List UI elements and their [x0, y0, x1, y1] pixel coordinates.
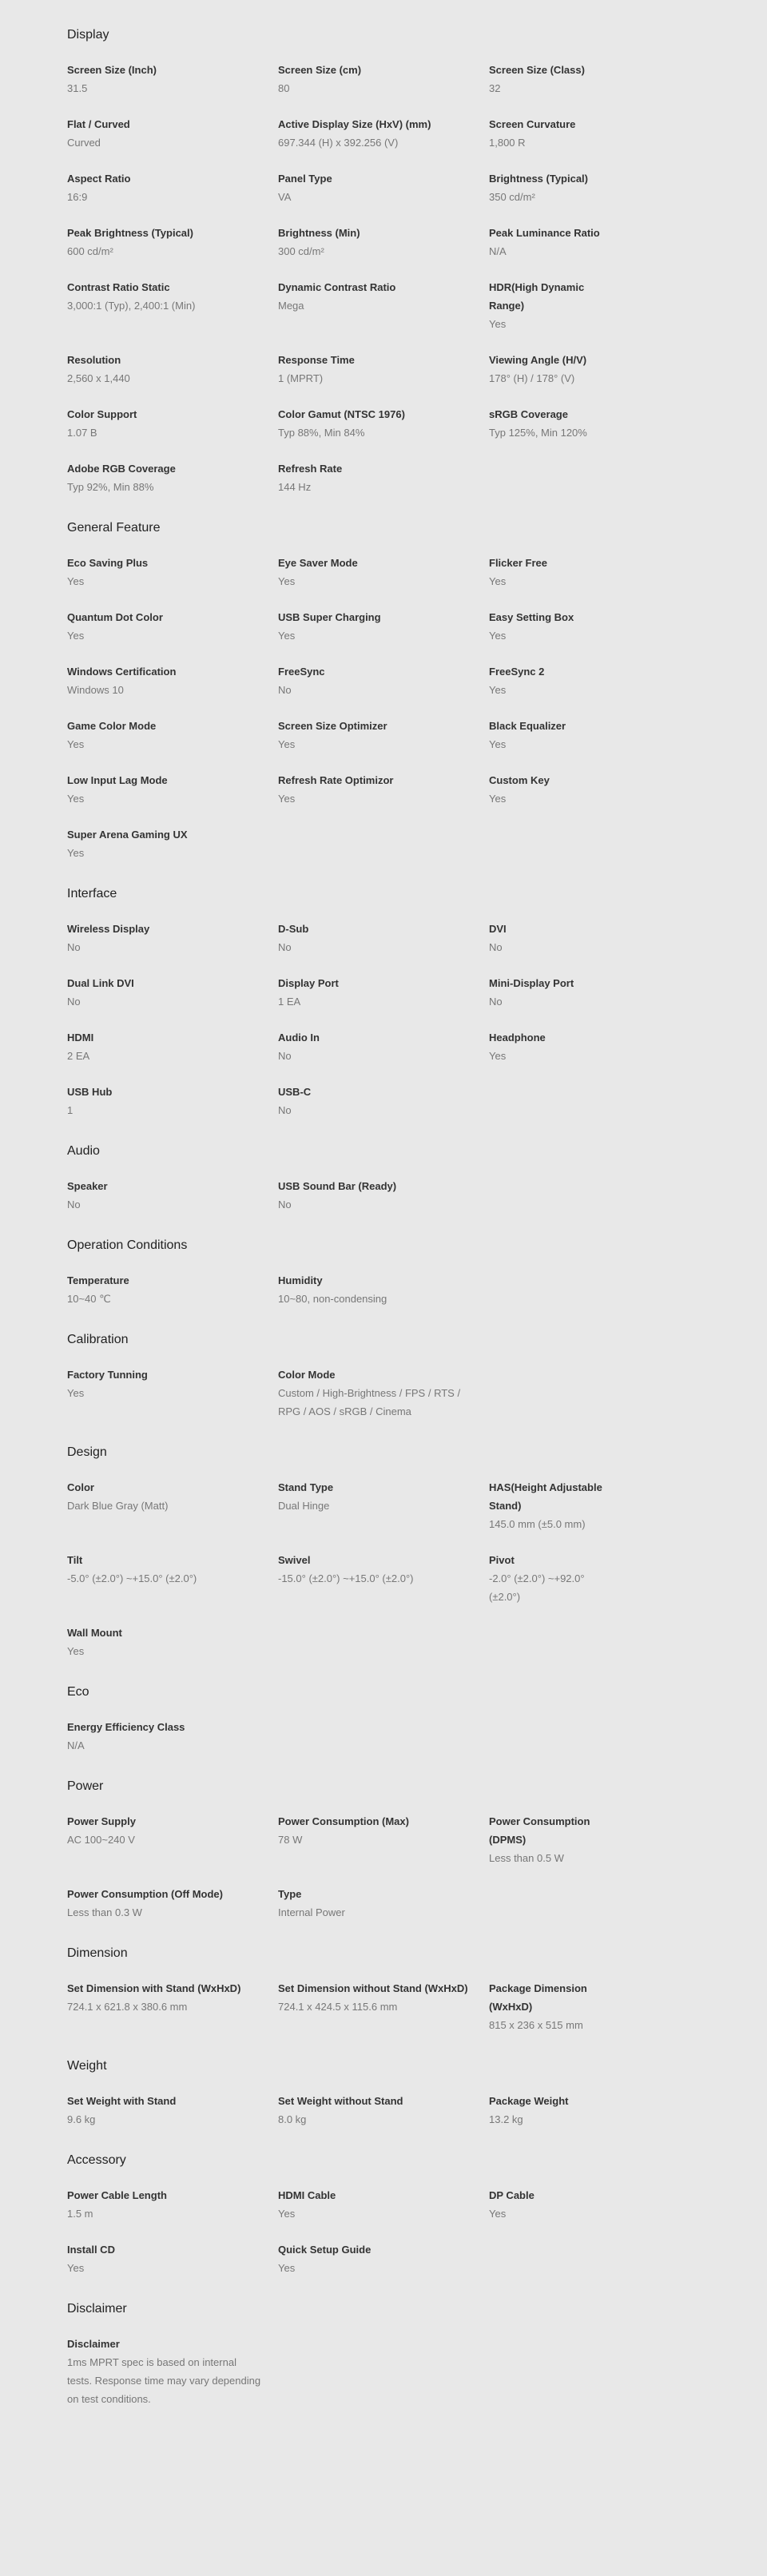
spec-value: 8.0 kg — [278, 2113, 307, 2125]
spec-label: Viewing Angle (H/V) — [489, 354, 587, 366]
spec-value: 1ms MPRT spec is based on internal tests. Response time may vary depending on test conditions. — [67, 2356, 261, 2405]
spec-label: USB Sound Bar (Ready) — [278, 1180, 397, 1192]
spec-item — [489, 278, 633, 333]
spec-item — [278, 1885, 489, 1922]
spec-item — [278, 351, 489, 388]
spec-value: Dark Blue Gray (Matt) — [67, 1500, 169, 1512]
spec-value: Yes — [278, 2208, 296, 2220]
spec-label: Speaker — [67, 1180, 108, 1192]
spec-label: Install CD — [67, 2244, 115, 2256]
spec-value: 10~80, non-condensing — [278, 1293, 387, 1305]
spec-value: -5.0° (±2.0°) ~+15.0° (±2.0°) — [67, 1572, 197, 1584]
spec-label: Screen Curvature — [489, 118, 576, 130]
spec-label: Power Supply — [67, 1815, 136, 1827]
spec-value: Internal Power — [278, 1906, 345, 1918]
spec-value: 724.1 x 424.5 x 115.6 mm — [278, 2001, 398, 2013]
spec-item — [278, 771, 489, 808]
spec-value: Yes — [489, 793, 507, 805]
spec-label: Eye Saver Mode — [278, 557, 358, 569]
spec-item — [278, 974, 489, 1011]
spec-section-disclaimer — [67, 2301, 767, 2408]
spec-label: Eco Saving Plus — [67, 557, 149, 569]
spec-label: Quantum Dot Color — [67, 611, 163, 623]
spec-item — [278, 1366, 489, 1421]
spec-item — [278, 2240, 489, 2277]
spec-value: Yes — [67, 847, 85, 859]
spec-label: Mini-Display Port — [489, 977, 574, 989]
spec-item — [67, 717, 278, 753]
spec-item — [278, 1478, 489, 1533]
spec-value: Yes — [489, 630, 507, 642]
spec-label: HAS(Height Adjustable Stand) — [489, 1481, 602, 1512]
spec-item — [67, 224, 278, 260]
spec-value: No — [67, 941, 81, 953]
spec-grid — [67, 920, 767, 1119]
spec-item — [67, 2335, 278, 2408]
spec-label: Power Consumption (DPMS) — [489, 1815, 590, 1846]
spec-label: Response Time — [278, 354, 355, 366]
section-title: Weight — [67, 2059, 107, 2073]
spec-item — [489, 920, 633, 956]
spec-item — [278, 2092, 489, 2129]
spec-label: Adobe RGB Coverage — [67, 463, 176, 475]
spec-grid — [67, 2335, 767, 2408]
spec-label: Swivel — [278, 1554, 311, 1566]
spec-label: DVI — [489, 923, 507, 935]
spec-label: Resolution — [67, 354, 121, 366]
spec-value: 600 cd/m² — [67, 245, 113, 257]
spec-value: Yes — [489, 1050, 507, 1062]
spec-label: Headphone — [489, 1032, 546, 1044]
section-title: Display — [67, 28, 109, 42]
spec-value: 1,800 R — [489, 137, 526, 149]
spec-item — [67, 2240, 278, 2277]
spec-label: Package Weight — [489, 2095, 569, 2107]
spec-value: Less than 0.3 W — [67, 1906, 142, 1918]
spec-item — [489, 608, 633, 645]
spec-label: Type — [278, 1888, 302, 1900]
spec-item — [278, 608, 489, 645]
spec-item — [67, 61, 278, 97]
spec-item — [67, 1812, 278, 1867]
spec-value: Yes — [278, 575, 296, 587]
spec-item — [67, 1885, 278, 1922]
spec-label: D-Sub — [278, 923, 309, 935]
spec-label: Stand Type — [278, 1481, 334, 1493]
spec-value: Yes — [489, 738, 507, 750]
spec-item — [278, 717, 489, 753]
spec-value: No — [67, 996, 81, 1008]
spec-section-dimension — [67, 1946, 767, 2034]
section-title: Audio — [67, 1144, 100, 1158]
spec-value: Dual Hinge — [278, 1500, 330, 1512]
spec-item — [67, 554, 278, 590]
spec-item — [278, 459, 489, 496]
spec-label: Flicker Free — [489, 557, 547, 569]
section-title: General Feature — [67, 521, 161, 535]
spec-item — [278, 920, 489, 956]
spec-value: Yes — [67, 630, 85, 642]
spec-item — [67, 351, 278, 388]
spec-value: Yes — [67, 793, 85, 805]
spec-value: Typ 92%, Min 88% — [67, 481, 154, 493]
spec-section-display — [67, 27, 767, 496]
spec-value: No — [489, 941, 503, 953]
spec-item — [489, 224, 633, 260]
section-title: Dimension — [67, 1946, 128, 1960]
spec-item — [67, 1979, 278, 2034]
section-title: Eco — [67, 1685, 89, 1699]
spec-label: Custom Key — [489, 774, 550, 786]
spec-item — [278, 278, 489, 333]
spec-label: Set Weight with Stand — [67, 2095, 177, 2107]
spec-section-eco — [67, 1684, 767, 1755]
spec-grid — [67, 61, 767, 496]
spec-value: Yes — [278, 738, 296, 750]
spec-value: 16:9 — [67, 191, 88, 203]
spec-item — [489, 771, 633, 808]
spec-item — [67, 1551, 278, 1606]
spec-value: 144 Hz — [278, 481, 312, 493]
spec-value: 32 — [489, 82, 501, 94]
spec-value: Less than 0.5 W — [489, 1852, 564, 1864]
spec-item — [489, 974, 633, 1011]
spec-label: USB-C — [278, 1086, 312, 1098]
spec-value: 815 x 236 x 515 mm — [489, 2019, 583, 2031]
spec-label: Easy Setting Box — [489, 611, 574, 623]
spec-label: sRGB Coverage — [489, 408, 568, 420]
spec-label: DP Cable — [489, 2189, 535, 2201]
spec-item — [67, 2092, 278, 2129]
spec-label: Flat / Curved — [67, 118, 130, 130]
spec-item — [67, 920, 278, 956]
spec-item — [489, 1028, 633, 1065]
spec-value: Yes — [489, 575, 507, 587]
spec-label: Panel Type — [278, 173, 332, 185]
spec-value: 13.2 kg — [489, 2113, 523, 2125]
spec-value: No — [278, 1050, 292, 1062]
spec-label: Set Dimension without Stand (WxHxD) — [278, 1982, 468, 1994]
spec-value: Yes — [278, 630, 296, 642]
spec-label: Black Equalizer — [489, 720, 566, 732]
spec-value: Yes — [489, 318, 507, 330]
spec-value: N/A — [489, 245, 507, 257]
spec-label: Factory Tunning — [67, 1369, 148, 1381]
spec-item — [489, 1478, 633, 1533]
spec-value: 145.0 mm (±5.0 mm) — [489, 1518, 586, 1530]
spec-label: Energy Efficiency Class — [67, 1721, 185, 1733]
spec-label: Audio In — [278, 1032, 320, 1044]
spec-label: Wireless Display — [67, 923, 150, 935]
spec-item — [278, 61, 489, 97]
spec-label: Low Input Lag Mode — [67, 774, 168, 786]
spec-label: Humidity — [278, 1274, 323, 1286]
spec-item — [67, 771, 278, 808]
spec-label: Display Port — [278, 977, 339, 989]
spec-value: -15.0° (±2.0°) ~+15.0° (±2.0°) — [278, 1572, 414, 1584]
spec-grid — [67, 1271, 767, 1308]
spec-label: Screen Size Optimizer — [278, 720, 387, 732]
spec-section-weight — [67, 2058, 767, 2129]
spec-item — [489, 115, 633, 152]
spec-section-design — [67, 1445, 767, 1660]
section-title: Accessory — [67, 2153, 126, 2167]
spec-label: Super Arena Gaming UX — [67, 829, 188, 841]
spec-item — [489, 662, 633, 699]
spec-section-general-feature — [67, 520, 767, 862]
spec-item — [67, 825, 278, 862]
spec-item — [67, 405, 278, 442]
spec-label: Color Mode — [278, 1369, 336, 1381]
spec-item — [278, 1028, 489, 1065]
spec-label: Peak Brightness (Typical) — [67, 227, 193, 239]
spec-label: Wall Mount — [67, 1627, 122, 1639]
spec-item — [489, 1551, 633, 1606]
spec-label: Peak Luminance Ratio — [489, 227, 600, 239]
spec-grid — [67, 1177, 767, 1214]
spec-item — [67, 1028, 278, 1065]
section-title: Design — [67, 1445, 107, 1459]
spec-value: Yes — [489, 684, 507, 696]
spec-label: Dual Link DVI — [67, 977, 134, 989]
spec-value: 697.344 (H) x 392.256 (V) — [278, 137, 399, 149]
spec-grid — [67, 1718, 767, 1755]
spec-value: Windows 10 — [67, 684, 124, 696]
spec-value: 31.5 — [67, 82, 88, 94]
spec-label: Screen Size (Class) — [489, 64, 585, 76]
spec-value: N/A — [67, 1739, 85, 1751]
spec-label: Color Support — [67, 408, 137, 420]
spec-value: AC 100~240 V — [67, 1834, 135, 1846]
spec-label: HDMI — [67, 1032, 94, 1044]
spec-label: Set Dimension with Stand (WxHxD) — [67, 1982, 241, 1994]
spec-value: No — [278, 1199, 292, 1210]
spec-item — [67, 1478, 278, 1533]
spec-label: Temperature — [67, 1274, 129, 1286]
spec-value: 3,000:1 (Typ), 2,400:1 (Min) — [67, 300, 196, 312]
spec-label: Screen Size (cm) — [278, 64, 362, 76]
spec-label: Contrast Ratio Static — [67, 281, 170, 293]
spec-section-audio — [67, 1143, 767, 1214]
spec-grid — [67, 1478, 767, 1660]
spec-value: Yes — [489, 2208, 507, 2220]
spec-value: 1 (MPRT) — [278, 372, 324, 384]
spec-label: Brightness (Min) — [278, 227, 360, 239]
spec-value: No — [278, 1104, 292, 1116]
spec-item — [489, 2186, 633, 2223]
spec-label: Pivot — [489, 1554, 515, 1566]
spec-item — [278, 1812, 489, 1867]
spec-label: Aspect Ratio — [67, 173, 131, 185]
spec-item — [278, 1083, 489, 1119]
spec-item — [67, 662, 278, 699]
spec-item — [489, 2092, 633, 2129]
spec-value: 1.07 B — [67, 427, 97, 439]
spec-item — [278, 1979, 489, 2034]
spec-item — [67, 1624, 278, 1660]
spec-value: Typ 125%, Min 120% — [489, 427, 587, 439]
section-title: Operation Conditions — [67, 1238, 188, 1252]
spec-value: 300 cd/m² — [278, 245, 324, 257]
spec-label: Dynamic Contrast Ratio — [278, 281, 396, 293]
spec-item — [278, 115, 489, 152]
spec-label: Brightness (Typical) — [489, 173, 589, 185]
spec-item — [489, 169, 633, 206]
spec-item — [278, 662, 489, 699]
spec-value: Yes — [67, 575, 85, 587]
spec-item — [489, 405, 633, 442]
spec-label: HDMI Cable — [278, 2189, 336, 2201]
spec-value: 1 EA — [278, 996, 301, 1008]
spec-value: -2.0° (±2.0°) ~+92.0° (±2.0°) — [489, 1572, 585, 1603]
spec-item — [278, 169, 489, 206]
spec-label: Package Dimension (WxHxD) — [489, 1982, 587, 2013]
spec-value: 10~40 ℃ — [67, 1293, 111, 1305]
spec-item — [278, 2186, 489, 2223]
spec-item — [67, 115, 278, 152]
spec-value: Typ 88%, Min 84% — [278, 427, 365, 439]
spec-value: Yes — [67, 2262, 85, 2274]
spec-item — [278, 1271, 489, 1308]
spec-item — [489, 61, 633, 97]
spec-value: 178° (H) / 178° (V) — [489, 372, 575, 384]
spec-value: 350 cd/m² — [489, 191, 535, 203]
spec-grid — [67, 1812, 767, 1922]
spec-value: Yes — [67, 1387, 85, 1399]
spec-item — [67, 1271, 278, 1308]
spec-label: HDR(High Dynamic Range) — [489, 281, 585, 312]
spec-label: Tilt — [67, 1554, 83, 1566]
spec-item — [67, 608, 278, 645]
spec-label: USB Super Charging — [278, 611, 381, 623]
spec-value: 80 — [278, 82, 290, 94]
spec-value: No — [278, 941, 292, 953]
spec-label: Set Weight without Stand — [278, 2095, 403, 2107]
spec-item — [489, 554, 633, 590]
spec-label: Active Display Size (HxV) (mm) — [278, 118, 431, 130]
spec-item — [278, 1551, 489, 1606]
spec-item — [489, 1812, 633, 1867]
section-title: Calibration — [67, 1333, 129, 1346]
spec-value: 9.6 kg — [67, 2113, 96, 2125]
spec-value: Curved — [67, 137, 101, 149]
section-title: Interface — [67, 887, 117, 900]
spec-item — [489, 1979, 633, 2034]
spec-value: Yes — [278, 2262, 296, 2274]
spec-item — [67, 459, 278, 496]
spec-item — [67, 2186, 278, 2223]
spec-value: 78 W — [278, 1834, 303, 1846]
spec-value: No — [489, 996, 503, 1008]
spec-item — [278, 224, 489, 260]
spec-item — [278, 554, 489, 590]
spec-item — [67, 1366, 278, 1421]
spec-value: No — [67, 1199, 81, 1210]
spec-item — [67, 1177, 278, 1214]
spec-label: Screen Size (Inch) — [67, 64, 157, 76]
spec-item — [278, 405, 489, 442]
spec-item — [67, 1718, 278, 1755]
spec-item — [67, 974, 278, 1011]
spec-item — [67, 169, 278, 206]
spec-value: 2 EA — [67, 1050, 90, 1062]
spec-grid — [67, 554, 767, 862]
spec-item — [278, 1177, 489, 1214]
spec-label: Color — [67, 1481, 94, 1493]
spec-value: 2,560 x 1,440 — [67, 372, 130, 384]
spec-label: Power Cable Length — [67, 2189, 167, 2201]
spec-item — [67, 1083, 278, 1119]
spec-section-interface — [67, 886, 767, 1119]
spec-grid — [67, 1979, 767, 2034]
spec-label: Power Consumption (Off Mode) — [67, 1888, 223, 1900]
spec-section-accessory — [67, 2153, 767, 2277]
section-title: Disclaimer — [67, 2302, 127, 2316]
spec-section-power — [67, 1779, 767, 1922]
spec-label: FreeSync 2 — [489, 666, 545, 678]
spec-item — [67, 278, 278, 333]
spec-label: Quick Setup Guide — [278, 2244, 372, 2256]
spec-grid — [67, 2092, 767, 2129]
spec-section-operation-conditions — [67, 1238, 767, 1308]
spec-value: No — [278, 684, 292, 696]
section-title: Power — [67, 1779, 104, 1793]
spec-value: 724.1 x 621.8 x 380.6 mm — [67, 2001, 188, 2013]
spec-label: USB Hub — [67, 1086, 113, 1098]
spec-item — [489, 717, 633, 753]
spec-value: Yes — [278, 793, 296, 805]
spec-label: Game Color Mode — [67, 720, 157, 732]
spec-value: Yes — [67, 1645, 85, 1657]
spec-value: Custom / High-Brightness / FPS / RTS / RPG / AOS / sRGB / Cinema — [278, 1387, 461, 1417]
spec-label: Disclaimer — [67, 2338, 120, 2350]
spec-value: 1 — [67, 1104, 74, 1116]
spec-value: Yes — [67, 738, 85, 750]
spec-grid — [67, 2186, 767, 2277]
spec-item — [489, 351, 633, 388]
spec-label: Windows Certification — [67, 666, 177, 678]
spec-grid — [67, 1366, 767, 1421]
spec-section-calibration — [67, 1332, 767, 1421]
spec-label: Refresh Rate Optimizor — [278, 774, 394, 786]
spec-label: Power Consumption (Max) — [278, 1815, 409, 1827]
spec-value: Mega — [278, 300, 304, 312]
spec-label: Color Gamut (NTSC 1976) — [278, 408, 405, 420]
spec-value: VA — [278, 191, 292, 203]
spec-value: 1.5 m — [67, 2208, 93, 2220]
spec-label: FreeSync — [278, 666, 325, 678]
spec-label: Refresh Rate — [278, 463, 343, 475]
